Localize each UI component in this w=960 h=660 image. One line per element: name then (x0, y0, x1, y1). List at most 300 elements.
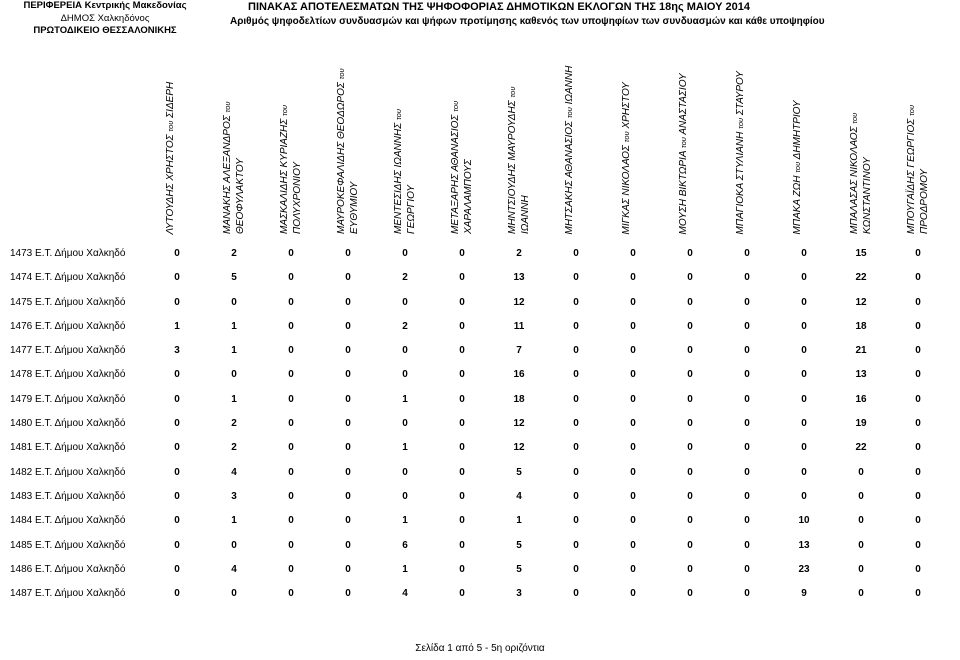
candidate-name: ΜΠΑΛΑΣΑΣ ΝΙΚΟΛΑΟΣ (849, 126, 860, 234)
vote-count-cell: 5 (516, 466, 522, 478)
vote-count-cell: 0 (402, 369, 408, 381)
vote-count-cell: 0 (687, 320, 693, 332)
vote-count-cell: 0 (288, 320, 294, 332)
polling-station-label: 1480 Ε.Τ. Δήμου Χαλκηδό (10, 418, 126, 430)
vote-count-cell: 21 (855, 345, 867, 357)
vote-count-cell: 0 (801, 296, 807, 308)
vote-count-cell: 0 (288, 539, 294, 551)
vote-count-cell: 0 (288, 588, 294, 600)
vote-count-cell: 0 (915, 345, 921, 357)
vote-count-cell: 0 (744, 320, 750, 332)
polling-station-label: 1479 Ε.Τ. Δήμου Χαλκηδό (10, 393, 126, 405)
candidate-of: του (337, 68, 346, 80)
municipality-label: ΔΗΜΟΣ Χαλκηδόνος (60, 12, 150, 24)
vote-count-cell: 18 (855, 320, 867, 332)
polling-station-label: 1477 Ε.Τ. Δήμου Χαλκηδό (10, 345, 126, 357)
candidate-name: ΜΗΝΤΣΙΟΥΔΗΣ ΜΑΥΡΟΥΔΗΣ (507, 100, 518, 234)
vote-count-cell: 2 (402, 272, 408, 284)
vote-count-cell: 0 (687, 539, 693, 551)
vote-count-cell: 0 (174, 393, 180, 405)
vote-count-cell: 18 (513, 393, 525, 405)
vote-count-cell: 0 (630, 296, 636, 308)
table-row (0, 266, 960, 290)
vote-count-cell: 0 (858, 466, 864, 478)
vote-count-cell: 12 (513, 442, 525, 454)
vote-count-cell: 7 (516, 345, 522, 357)
vote-count-cell: 0 (288, 393, 294, 405)
vote-count-cell: 0 (345, 563, 351, 575)
vote-count-cell: 0 (288, 272, 294, 284)
vote-count-cell: 0 (915, 539, 921, 551)
vote-count-cell: 0 (402, 296, 408, 308)
candidate-of: του (451, 100, 460, 112)
vote-count-cell: 1 (402, 393, 408, 405)
candidate-name: ΜΟΥΣΗ ΒΙΚΤΩΡΙΑ (678, 150, 689, 234)
vote-count-cell: 0 (174, 296, 180, 308)
vote-count-cell: 0 (174, 563, 180, 575)
candidate-father-name: ΠΡΟΔΡΟΜΟΥ (918, 169, 930, 234)
candidate-name: ΜΑΥΡΟΚΕΦΑΛΙΔΗΣ ΘΕΟΔΩΡΟΣ (336, 82, 347, 234)
candidate-header (222, 62, 246, 234)
vote-count-cell: 0 (744, 345, 750, 357)
court-label: ΠΡΩΤΟΔΙΚΕΙΟ ΘΕΣΣΑΛΟΝΙΚΗΣ (33, 25, 177, 37)
polling-station-label: 1487 Ε.Τ. Δήμου Χαλκηδό (10, 588, 126, 600)
vote-count-cell: 0 (858, 539, 864, 551)
vote-count-cell: 0 (858, 490, 864, 502)
vote-count-cell: 0 (801, 393, 807, 405)
vote-count-cell: 0 (858, 588, 864, 600)
vote-count-cell: 0 (231, 588, 237, 600)
vote-count-cell: 0 (744, 272, 750, 284)
candidate-name: ΜΕΝΤΕΣΙΔΗΣ ΙΩΑΝΝΗΣ (393, 122, 404, 234)
vote-count-cell: 4 (516, 490, 522, 502)
candidate-header (450, 62, 474, 234)
polling-station-label: 1481 Ε.Τ. Δήμου Χαλκηδό (10, 442, 126, 454)
vote-count-cell: 0 (573, 563, 579, 575)
vote-count-cell: 0 (915, 393, 921, 405)
polling-station-label: 1482 Ε.Τ. Δήμου Χαλκηδό (10, 466, 126, 478)
candidate-header (735, 62, 759, 234)
vote-count-cell: 1 (231, 393, 237, 405)
candidate-father-name: ΣΙΔΕΡΗ (165, 81, 176, 118)
vote-count-cell: 0 (915, 296, 921, 308)
vote-count-cell: 0 (630, 539, 636, 551)
vote-count-cell: 0 (174, 588, 180, 600)
polling-station-label: 1476 Ε.Τ. Δήμου Χαλκηδό (10, 320, 126, 332)
vote-count-cell: 0 (402, 345, 408, 357)
vote-count-cell: 12 (513, 296, 525, 308)
vote-count-cell: 0 (402, 466, 408, 478)
vote-count-cell: 0 (630, 369, 636, 381)
vote-count-cell: 0 (288, 248, 294, 259)
vote-count-cell: 0 (345, 393, 351, 405)
vote-count-cell: 23 (798, 563, 810, 575)
vote-count-cell: 2 (231, 442, 237, 454)
vote-count-cell: 0 (402, 418, 408, 430)
candidate-father-name: ΔΗΜΗΤΡΙΟΥ (792, 99, 803, 159)
vote-count-cell: 0 (915, 442, 921, 454)
vote-count-cell: 3 (516, 588, 522, 600)
vote-count-cell: 1 (402, 515, 408, 527)
candidate-of: του (679, 136, 688, 148)
vote-count-cell: 0 (630, 466, 636, 478)
vote-count-cell: 0 (459, 442, 465, 454)
vote-count-cell: 9 (801, 588, 807, 600)
table-row (0, 509, 960, 533)
vote-count-cell: 0 (174, 539, 180, 551)
candidate-father-name: ΙΩΑΝΝΗ (564, 65, 575, 104)
vote-count-cell: 0 (174, 248, 180, 259)
vote-count-cell: 0 (687, 588, 693, 600)
vote-count-cell: 0 (345, 296, 351, 308)
vote-count-cell: 0 (459, 539, 465, 551)
vote-count-cell: 0 (573, 490, 579, 502)
vote-count-cell: 5 (516, 539, 522, 551)
vote-count-cell: 0 (174, 272, 180, 284)
vote-count-cell: 0 (687, 490, 693, 502)
candidate-header (792, 62, 816, 234)
vote-count-cell: 4 (402, 588, 408, 600)
vote-count-cell: 0 (744, 248, 750, 259)
vote-count-cell: 0 (858, 563, 864, 575)
vote-count-cell: 0 (459, 369, 465, 381)
vote-count-cell: 0 (744, 515, 750, 527)
candidate-header (507, 62, 531, 234)
vote-count-cell: 13 (513, 272, 525, 284)
vote-count-cell: 19 (855, 418, 867, 430)
vote-count-cell: 0 (174, 466, 180, 478)
vote-count-cell: 0 (288, 442, 294, 454)
candidate-of: του (793, 161, 802, 173)
vote-count-cell: 0 (858, 515, 864, 527)
vote-count-cell: 1 (516, 515, 522, 527)
document-header (0, 0, 960, 38)
vote-count-cell: 0 (915, 248, 921, 259)
vote-count-cell: 0 (915, 320, 921, 332)
vote-count-cell: 0 (573, 466, 579, 478)
vote-count-cell: 0 (801, 369, 807, 381)
vote-count-cell: 0 (459, 466, 465, 478)
vote-count-cell: 0 (345, 490, 351, 502)
vote-count-cell: 2 (231, 418, 237, 430)
vote-count-cell: 13 (798, 539, 810, 551)
region-label: ΠΕΡΙΦΕΡΕΙΑ Κεντρικής Μακεδονίας (23, 0, 187, 11)
vote-count-cell: 0 (801, 272, 807, 284)
vote-count-cell: 0 (573, 248, 579, 259)
vote-count-cell: 0 (174, 369, 180, 381)
vote-count-cell: 0 (402, 490, 408, 502)
table-row (0, 534, 960, 558)
candidate-of: του (280, 104, 289, 116)
vote-count-cell: 0 (744, 539, 750, 551)
vote-count-cell: 6 (402, 539, 408, 551)
vote-count-cell: 0 (687, 296, 693, 308)
vote-count-cell: 0 (744, 418, 750, 430)
vote-count-cell: 0 (687, 393, 693, 405)
vote-count-cell: 0 (915, 588, 921, 600)
vote-count-cell: 0 (744, 563, 750, 575)
vote-count-cell: 0 (801, 345, 807, 357)
candidate-father-name: ΠΟΛΥΧΡΟΝΙΟΥ (291, 162, 303, 234)
vote-count-cell: 12 (855, 296, 867, 308)
vote-count-cell: 0 (288, 369, 294, 381)
vote-count-cell: 0 (573, 539, 579, 551)
candidate-header (279, 62, 303, 234)
vote-count-cell: 2 (231, 248, 237, 259)
candidate-of: του (394, 109, 403, 121)
vote-count-cell: 1 (231, 320, 237, 332)
polling-station-label: 1486 Ε.Τ. Δήμου Χαλκηδό (10, 563, 126, 575)
vote-count-cell: 0 (345, 588, 351, 600)
vote-count-cell: 0 (288, 466, 294, 478)
candidate-header (678, 62, 702, 234)
vote-count-cell: 0 (744, 442, 750, 454)
vote-count-cell: 0 (459, 296, 465, 308)
vote-count-cell: 0 (288, 296, 294, 308)
vote-count-cell: 22 (855, 272, 867, 284)
vote-count-cell: 0 (687, 563, 693, 575)
vote-count-cell: 0 (687, 418, 693, 430)
vote-count-cell: 0 (915, 272, 921, 284)
vote-count-cell: 1 (402, 563, 408, 575)
table-row (0, 558, 960, 582)
candidate-father-name: ΑΝΑΣΤΑΣΙΟΥ (678, 72, 689, 135)
vote-count-cell: 0 (288, 515, 294, 527)
vote-count-cell: 0 (288, 563, 294, 575)
vote-count-cell: 2 (402, 320, 408, 332)
vote-count-cell: 0 (573, 588, 579, 600)
vote-count-cell: 0 (630, 442, 636, 454)
candidate-father-name: ΧΑΡΑΛΑΜΠΟΥΣ (462, 159, 474, 234)
table-row (0, 582, 960, 606)
vote-count-cell: 0 (288, 418, 294, 430)
vote-count-cell: 0 (459, 272, 465, 284)
vote-count-cell: 0 (174, 515, 180, 527)
vote-count-cell: 0 (801, 320, 807, 332)
vote-count-cell: 0 (630, 393, 636, 405)
candidate-father-name: ΧΡΗΣΤΟΥ (621, 81, 632, 129)
vote-count-cell: 3 (174, 345, 180, 357)
vote-count-cell: 0 (630, 563, 636, 575)
candidate-of: του (736, 117, 745, 129)
vote-count-cell: 0 (459, 515, 465, 527)
candidate-of: του (622, 130, 631, 142)
vote-count-cell: 0 (345, 466, 351, 478)
candidate-of: του (223, 101, 232, 113)
vote-count-cell: 0 (402, 248, 408, 259)
candidate-name: ΜΠΟΥΓΑΪΔΗΣ ΓΕΩΡΓΙΟΣ (906, 118, 917, 234)
vote-count-cell: 0 (915, 563, 921, 575)
candidate-of: του (565, 106, 574, 118)
candidate-header (564, 62, 588, 234)
candidate-of: του (850, 112, 859, 124)
vote-count-cell: 0 (630, 588, 636, 600)
vote-count-cell: 0 (630, 345, 636, 357)
candidate-header (621, 62, 645, 234)
vote-count-cell: 0 (231, 296, 237, 308)
polling-station-label: 1483 Ε.Τ. Δήμου Χαλκηδό (10, 490, 126, 502)
vote-count-cell: 0 (630, 248, 636, 259)
candidate-name: ΜΙΓΚΑΣ ΝΙΚΟΛΑΟΣ (621, 144, 632, 234)
vote-count-cell: 0 (801, 490, 807, 502)
vote-count-cell: 0 (630, 418, 636, 430)
candidate-of: του (508, 86, 517, 98)
page-footer: Σελίδα 1 από 5 - 5η οριζόντια (415, 643, 545, 654)
candidate-father-name: ΓΕΩΡΓΙΟΥ (405, 184, 417, 234)
vote-count-cell: 15 (855, 248, 867, 259)
candidate-column-headers (0, 62, 960, 234)
vote-count-cell: 0 (345, 515, 351, 527)
vote-count-cell: 0 (801, 418, 807, 430)
vote-count-cell: 0 (459, 248, 465, 259)
vote-count-cell: 1 (231, 345, 237, 357)
vote-count-cell: 0 (915, 369, 921, 381)
vote-count-cell: 5 (231, 272, 237, 284)
table-row (0, 242, 960, 266)
table-row (0, 315, 960, 339)
candidate-name: ΜΠΑΚΑ ΖΩΗ (792, 175, 803, 234)
vote-count-cell: 0 (801, 466, 807, 478)
vote-count-cell: 0 (345, 442, 351, 454)
vote-count-cell: 13 (855, 369, 867, 381)
candidate-father-name: ΚΩΝΣΤΑΝΤΙΝΟΥ (861, 157, 873, 234)
candidate-header (336, 62, 360, 234)
candidate-father-name: ΣΤΑΥΡΟΥ (735, 70, 746, 115)
table-row (0, 412, 960, 436)
vote-count-cell: 0 (459, 345, 465, 357)
vote-count-cell: 0 (231, 369, 237, 381)
candidate-name: ΜΕΤΑΞΑΡΗΣ ΑΘΑΝΑΣΙΟΣ (450, 114, 461, 234)
vote-count-cell: 0 (573, 442, 579, 454)
vote-count-cell: 0 (345, 272, 351, 284)
vote-count-cell: 0 (288, 490, 294, 502)
table-row (0, 291, 960, 315)
vote-count-cell: 0 (573, 296, 579, 308)
candidate-name: ΜΑΣΚΑΛΙΔΗΣ ΚΥΡΙΑΖΗΣ (279, 118, 290, 234)
vote-count-cell: 0 (687, 248, 693, 259)
vote-count-cell: 1 (231, 515, 237, 527)
vote-count-cell: 2 (516, 248, 522, 259)
vote-count-cell: 0 (459, 588, 465, 600)
polling-station-label: 1478 Ε.Τ. Δήμου Χαλκηδό (10, 369, 126, 381)
candidate-name: ΜΗΤΣΑΚΗΣ ΑΘΑΝΑΣΙΟΣ (564, 120, 575, 234)
polling-station-label: 1473 Ε.Τ. Δήμου Χαλκηδό (10, 248, 126, 259)
vote-count-cell: 0 (345, 345, 351, 357)
vote-count-cell: 0 (744, 393, 750, 405)
vote-count-cell: 0 (630, 272, 636, 284)
vote-count-cell: 0 (573, 393, 579, 405)
report-subtitle: Αριθμός ψηφοδελτίων συνδυασμών και ψήφων προτίμησης καθενός των υποψηφίων των συνδυασμών και κάθε υποψηφίου (230, 16, 825, 27)
vote-count-cell: 0 (573, 515, 579, 527)
vote-count-cell: 22 (855, 442, 867, 454)
vote-count-cell: 0 (744, 466, 750, 478)
candidate-father-name: ΕΥΘΥΜΙΟΥ (348, 181, 360, 234)
vote-count-cell: 0 (630, 320, 636, 332)
vote-count-cell: 0 (459, 393, 465, 405)
candidate-of: του (907, 104, 916, 116)
vote-count-cell: 4 (231, 563, 237, 575)
vote-count-cell: 0 (630, 490, 636, 502)
table-row (0, 436, 960, 460)
vote-count-cell: 5 (516, 563, 522, 575)
vote-count-cell: 0 (801, 248, 807, 259)
vote-count-cell: 12 (513, 418, 525, 430)
vote-count-cell: 0 (174, 418, 180, 430)
vote-count-cell: 0 (345, 320, 351, 332)
candidate-header (165, 62, 189, 234)
polling-station-label: 1475 Ε.Τ. Δήμου Χαλκηδό (10, 296, 126, 308)
vote-count-cell: 0 (744, 369, 750, 381)
vote-count-cell: 0 (915, 466, 921, 478)
vote-count-cell: 0 (459, 563, 465, 575)
vote-count-cell: 0 (573, 345, 579, 357)
vote-count-cell: 0 (687, 442, 693, 454)
vote-count-cell: 3 (231, 490, 237, 502)
vote-count-cell: 0 (744, 490, 750, 502)
vote-count-cell: 0 (231, 539, 237, 551)
vote-count-cell: 16 (513, 369, 525, 381)
candidate-name: ΛΥΤΟΥΔΗΣ ΧΡΗΣΤΟΣ (165, 133, 176, 234)
polling-station-label: 1484 Ε.Τ. Δήμου Χαλκηδό (10, 515, 126, 527)
vote-count-cell: 1 (174, 320, 180, 332)
vote-count-cell: 0 (345, 248, 351, 259)
vote-count-cell: 0 (573, 320, 579, 332)
candidate-of: του (166, 120, 175, 132)
table-row (0, 339, 960, 363)
results-table (0, 242, 960, 606)
candidate-header (906, 62, 930, 234)
vote-count-cell: 0 (573, 418, 579, 430)
vote-count-cell: 0 (573, 272, 579, 284)
vote-count-cell: 0 (459, 320, 465, 332)
polling-station-label: 1485 Ε.Τ. Δήμου Χαλκηδό (10, 539, 126, 551)
vote-count-cell: 0 (459, 418, 465, 430)
vote-count-cell: 0 (744, 588, 750, 600)
vote-count-cell: 0 (687, 272, 693, 284)
vote-count-cell: 0 (915, 515, 921, 527)
vote-count-cell: 16 (855, 393, 867, 405)
candidate-header (393, 62, 417, 234)
vote-count-cell: 11 (513, 320, 525, 332)
vote-count-cell: 4 (231, 466, 237, 478)
vote-count-cell: 0 (174, 490, 180, 502)
vote-count-cell: 0 (573, 369, 579, 381)
vote-count-cell: 10 (798, 515, 810, 527)
candidate-header (849, 62, 873, 234)
vote-count-cell: 0 (687, 369, 693, 381)
vote-count-cell: 0 (687, 515, 693, 527)
candidate-father-name: ΘΕΟΦΥΛΑΚΤΟΥ (234, 158, 246, 234)
candidate-name: ΜΠΑΓΙΟΚΑ ΣΤΥΛΙΑΝΗ (735, 131, 746, 234)
polling-station-label: 1474 Ε.Τ. Δήμου Χαλκηδό (10, 272, 126, 284)
report-title: ΠΙΝΑΚΑΣ ΑΠΟΤΕΛΕΣΜΑΤΩΝ ΤΗΣ ΨΗΦΟΦΟΡΙΑΣ ΔΗΜΟΤΙΚΩΝ ΕΚΛΟΓΩΝ ΤΗΣ 18ης ΜΑΙΟΥ 2014 (248, 1, 750, 13)
vote-count-cell: 0 (744, 296, 750, 308)
vote-count-cell: 0 (174, 442, 180, 454)
vote-count-cell: 0 (687, 466, 693, 478)
candidate-father-name: ΙΩΑΝΝΗ (519, 195, 531, 234)
vote-count-cell: 0 (687, 345, 693, 357)
candidate-name: ΜΑΝΑΚΗΣ ΑΛΕΞΑΝΔΡΟΣ (222, 115, 233, 234)
table-row (0, 388, 960, 412)
vote-count-cell: 0 (459, 490, 465, 502)
table-row (0, 363, 960, 387)
vote-count-cell: 0 (345, 539, 351, 551)
table-row (0, 461, 960, 485)
vote-count-cell: 0 (630, 515, 636, 527)
vote-count-cell: 0 (915, 490, 921, 502)
vote-count-cell: 0 (345, 418, 351, 430)
vote-count-cell: 0 (345, 369, 351, 381)
